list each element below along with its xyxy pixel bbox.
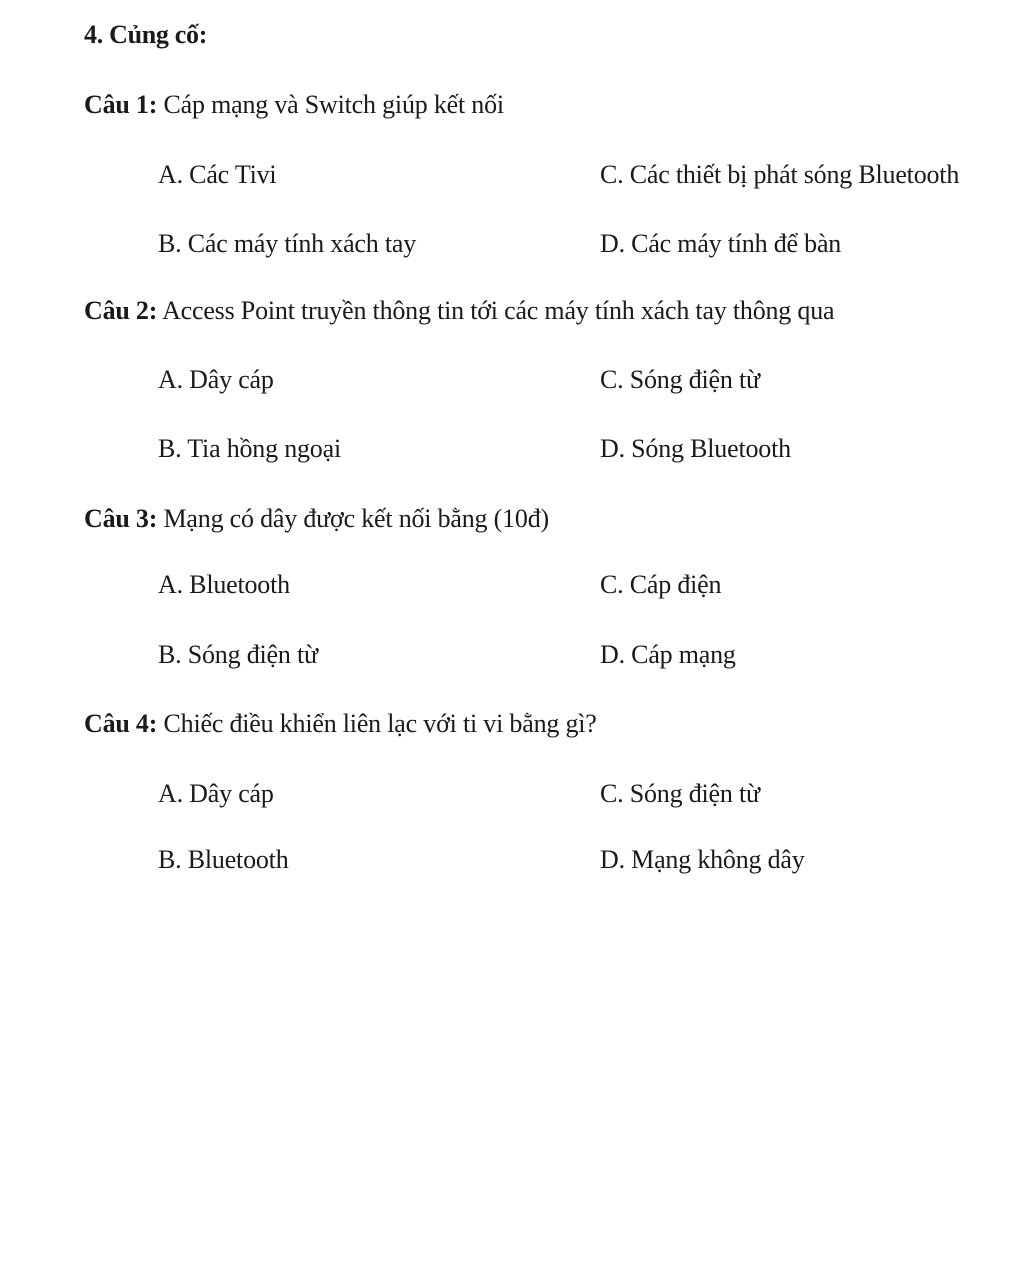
question-1-option-d: D. Các máy tính để bàn (600, 229, 842, 258)
question-4-option-c: C. Sóng điện từ (600, 779, 760, 808)
question-4-option-a: A. Dây cáp (158, 779, 274, 808)
question-2-option-b: B. Tia hồng ngoại (158, 434, 341, 463)
question-2-label: Câu 2: (84, 296, 158, 325)
question-2 (84, 296, 834, 326)
question-3-option-c: C. Cáp điện (600, 570, 722, 599)
question-2-option-c: C. Sóng điện từ (600, 365, 760, 394)
question-2-text: Access Point truyền thông tin tới các máy tính xách tay thông qua (162, 296, 835, 325)
question-4-label: Câu 4: (84, 709, 158, 738)
question-4-text: Chiếc điều khiển liên lạc với ti vi bằng gì? (163, 709, 597, 738)
question-4-option-b: B. Bluetooth (158, 845, 289, 874)
question-1-option-c: C. Các thiết bị phát sóng Bluetooth (600, 160, 960, 189)
question-4 (84, 709, 597, 739)
question-1-text: Cáp mạng và Switch giúp kết nối (163, 90, 504, 119)
question-3-text: Mạng có dây được kết nối bằng (10đ) (163, 504, 549, 533)
question-1 (84, 90, 504, 120)
question-2-option-a: A. Dây cáp (158, 365, 274, 394)
question-1-option-b: B. Các máy tính xách tay (158, 229, 417, 258)
question-3-option-d: D. Cáp mạng (600, 640, 736, 669)
question-3 (84, 504, 549, 534)
question-3-label: Câu 3: (84, 504, 158, 533)
question-4-option-d: D. Mạng không dây (600, 845, 805, 874)
question-3-option-a: A. Bluetooth (158, 570, 290, 599)
question-2-option-d: D. Sóng Bluetooth (600, 434, 791, 463)
question-1-label: Câu 1: (84, 90, 158, 119)
question-3-option-b: B. Sóng điện từ (158, 640, 318, 669)
section-title: 4. Củng cố: (84, 20, 208, 49)
question-1-option-a: A. Các Tivi (158, 160, 277, 189)
